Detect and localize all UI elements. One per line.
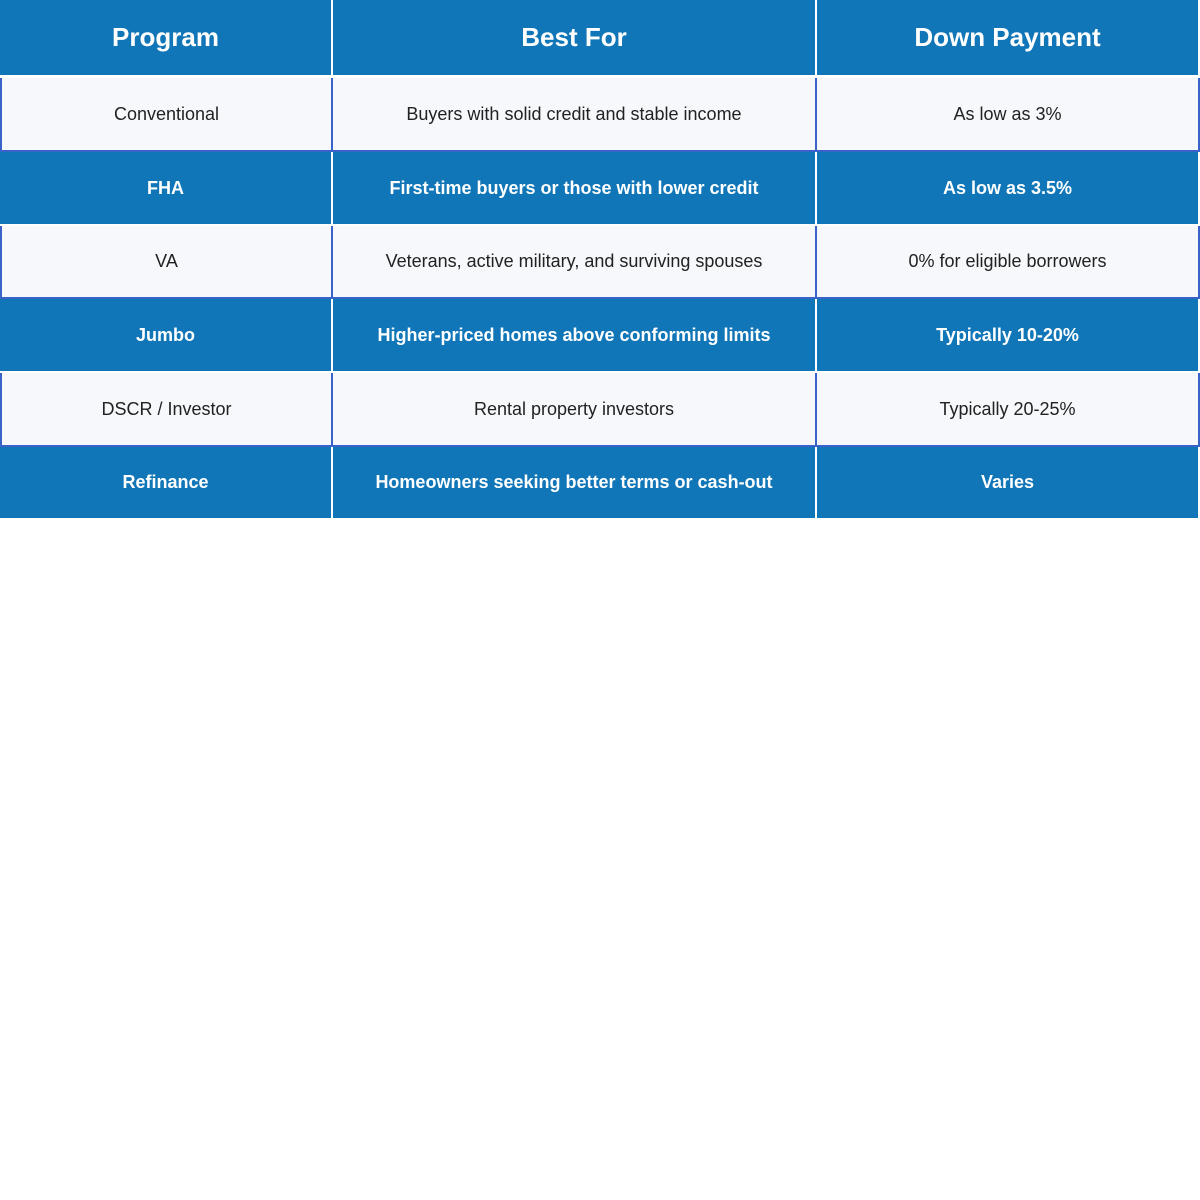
program-cell: Conventional xyxy=(0,78,333,152)
header-down-payment: Down Payment xyxy=(817,0,1200,78)
program-cell: DSCR / Investor xyxy=(0,373,333,447)
down-payment-cell: Typically 20-25% xyxy=(817,373,1200,447)
down-payment-cell: As low as 3% xyxy=(817,78,1200,152)
best-for-cell: First-time buyers or those with lower credit xyxy=(333,152,817,226)
best-for-cell: Homeowners seeking better terms or cash-out xyxy=(333,447,817,520)
down-payment-cell: 0% for eligible borrowers xyxy=(817,226,1200,299)
program-cell: FHA xyxy=(0,152,333,226)
down-payment-cell: Varies xyxy=(817,447,1200,520)
header-best-for: Best For xyxy=(333,0,817,78)
header-program: Program xyxy=(0,0,333,78)
down-payment-cell: Typically 10-20% xyxy=(817,299,1200,373)
program-cell: VA xyxy=(0,226,333,299)
best-for-cell: Veterans, active military, and surviving spouses xyxy=(333,226,817,299)
loan-programs-table xyxy=(0,0,1200,520)
best-for-cell: Higher-priced homes above conforming limits xyxy=(333,299,817,373)
best-for-cell: Buyers with solid credit and stable income xyxy=(333,78,817,152)
down-payment-cell: As low as 3.5% xyxy=(817,152,1200,226)
best-for-cell: Rental property investors xyxy=(333,373,817,447)
program-cell: Refinance xyxy=(0,447,333,520)
program-cell: Jumbo xyxy=(0,299,333,373)
